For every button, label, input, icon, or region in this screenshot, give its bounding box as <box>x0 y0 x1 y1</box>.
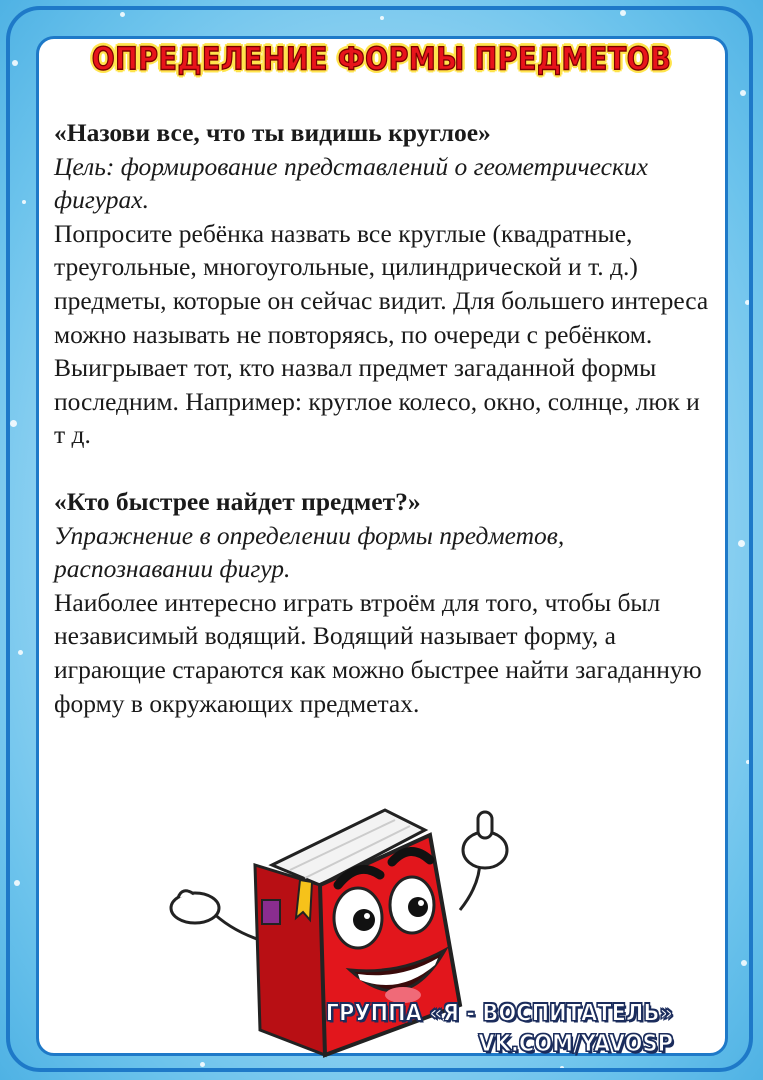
credit-group-name: ГРУППА «Я - ВОСПИТАТЕЛЬ» <box>325 999 673 1026</box>
game2-heading: «Кто быстрее найдет предмет?» <box>54 486 421 516</box>
game2-goal: Упражнение в определении формы предметов, распознавании фигур. <box>54 520 565 584</box>
left-glove-icon <box>171 891 219 923</box>
section-spacer <box>54 452 709 485</box>
article-body <box>54 116 709 720</box>
game2-instructions: Наиболее интересно играть втроём для того, чтобы был независимый водящий. Водящий называет форму, а играющие стараются как можно быстрее найти загаданную форму в окружающих предметах. <box>54 587 702 718</box>
credit-url: VK.COM/YAVOSP <box>478 1030 673 1057</box>
game1-instructions: Попросите ребёнка назвать все круглые (квадратные, треугольные, многоугольные, цилиндрической и т. д.) предметы, которые он сейчас видит. Для большего интереса можно называть не повторяясь, по очереди с ребёнком. <box>54 218 709 349</box>
title-container <box>0 41 763 78</box>
game1-goal: Цель: формирование представлений о геометрических фигурах. <box>54 151 648 215</box>
game1-rules: Выигрывает тот, кто назвал предмет загаданной формы последним. Например: круглое колесо, окно, солнце, люк и т д. <box>54 353 700 450</box>
page-title: ОПРЕДЕЛЕНИЕ ФОРМЫ ПРЕДМЕТОВ <box>91 41 672 78</box>
game1-heading: «Назови все, что ты видишь круглое» <box>54 118 491 147</box>
thumbs-up-glove-icon <box>463 812 507 868</box>
credit-watermark <box>326 997 673 1059</box>
